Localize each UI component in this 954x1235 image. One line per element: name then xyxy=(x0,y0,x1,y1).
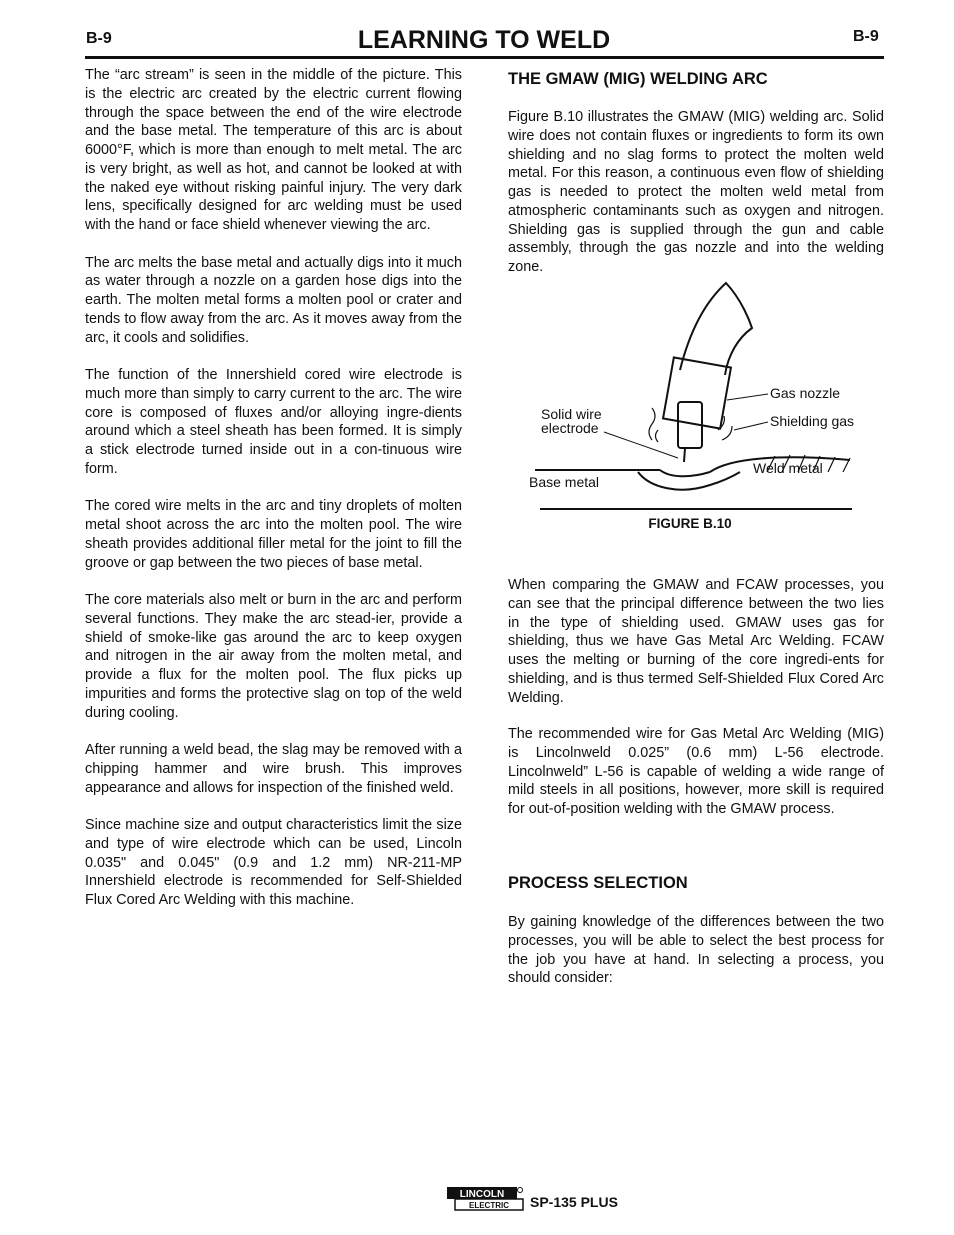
label-gas-nozzle: Gas nozzle xyxy=(770,385,841,401)
base-line-right xyxy=(660,470,710,476)
logo-top-text: LINCOLN xyxy=(459,1189,505,1200)
paragraph: The “arc stream” is seen in the middle of the picture. This is the electric arc created by the electric current flowing through the space between the end of the wire electrode and the base metal. The temperature of this arc is about 6000°F, which is more than enough to melt metal. The arc is very bright, as well as hot, and cannot be looked at with the naked eye without risking painful injury. The very dark lens, specifically designed for arc welding must be used with the hand or face shield whenever viewing the arc. xyxy=(85,67,462,233)
figure-b10 xyxy=(520,280,870,515)
page-number-left: B-9 xyxy=(86,30,112,47)
paragraph: The function of the Innershield cored wire electrode is much more than simply to carry current to the arc. The wire core is composed of fluxes and/or alloying ingre-dients around which a steel sheath has been formed. It is simply a stick electrode turned inside out in a con-tinuous wire form. xyxy=(85,367,462,477)
label-base-metal: Base metal xyxy=(529,474,600,490)
registered-icon xyxy=(518,1188,523,1193)
page-title: LEARNING TO WELD xyxy=(357,26,611,54)
paragraph: Since machine size and output characteristics limit the size and type of wire electrode which can be used, Lincoln 0.035" and 0.045" (0.9 and 1.2 mm) NR-211-MP Innershield electrode is recommended for Self-Shielded Flux Cored Arc Welding with this machine. xyxy=(85,817,462,908)
label-solid-wire: Solid wire xyxy=(541,406,602,422)
footer-model: SP-135 PLUS xyxy=(530,1194,618,1210)
process-selection-heading: PROCESS SELECTION xyxy=(508,874,688,892)
gmaw-intro: Figure B.10 illustrates the GMAW (MIG) welding arc. Solid wire does not contain fluxes or ingredients to form its own shielding and no slag forms to protect the molten weld metal. For this reason, a continuous even flow of shielding gas is needed to protect the molten weld metal from atmospheric contaminants such as oxygen and nitrogen. Shielding gas is supplied through the gun and cable assembly, through the gas nozzle and into the welding zone. xyxy=(508,109,884,275)
nozzle-outline xyxy=(663,357,731,428)
weld-pool-outline xyxy=(638,472,740,490)
lincoln-electric-logo xyxy=(446,1186,524,1212)
label-electrode: electrode xyxy=(541,420,599,436)
paragraph: The core materials also melt or burn in the arc and perform several functions. They make the arc stead-ier, provide a shield of smoke-like gas around the arc to keep oxygen and nitrogen in the air away from the molten metal, and provide a flux for the molten pool. The flux picks up impurities and forms the protective slag on top of the weld during cooling. xyxy=(85,592,462,721)
comparison-paragraph: When comparing the GMAW and FCAW processes, you can see that the principal difference between the two lies in the type of shielding used. GMAW uses gas for shielding, thus we have Gas Metal Arc Welding. FCAW uses the melting or burning of the core ingredi-ents for shielding, and is thus termed Self-Shielded Flux Cored Arc Welding. xyxy=(508,577,884,706)
paragraph: The cored wire melts in the arc and tiny droplets of molten metal shoot across the arc into the molten pool. The wire sheath provides additional filler metal for the joint to fill the groove or gap between the two pieces of base metal. xyxy=(85,498,462,571)
logo-bottom-text: ELECTRIC xyxy=(469,1201,509,1210)
paragraph: The arc melts the base metal and actually digs into it much as water through a nozzle on a garden hose digs into the earth. The molten metal forms a molten pool or crater and tends to flow away from the arc. As it moves away from the arc, it cools and solidifies. xyxy=(85,254,462,346)
figure-caption: FIGURE B.10 xyxy=(648,516,732,531)
logo-mark xyxy=(446,1186,524,1212)
left-column xyxy=(85,66,462,929)
process-selection-text: By gaining knowledge of the differences between the two processes, you will be able to select the best process for the job you have at hand. In selecting a process, you should consider: xyxy=(508,914,884,987)
header-rule xyxy=(85,56,884,59)
label-shielding-gas: Shielding gas xyxy=(770,413,855,429)
recommendation-paragraph: The recommended wire for Gas Metal Arc Welding (MIG) is Lincolnweld 0.025” (0.6 mm) L-56 electrode. Lincolnweld” L-56 is capable of welding a wide range of mild steels in all positions, however, more skill is required for out-of-position welding with the GMAW process. xyxy=(508,726,884,817)
wire-electrode xyxy=(684,448,685,462)
gmaw-heading: THE GMAW (MIG) WELDING ARC xyxy=(508,70,768,88)
page-number-right: B-9 xyxy=(853,28,879,45)
label-weld-metal: Weld metal xyxy=(753,460,823,476)
paragraph: After running a weld bead, the slag may be removed with a chipping hammer and wire brush. This improves appearance and allows for inspection of the finished weld. xyxy=(85,742,462,796)
